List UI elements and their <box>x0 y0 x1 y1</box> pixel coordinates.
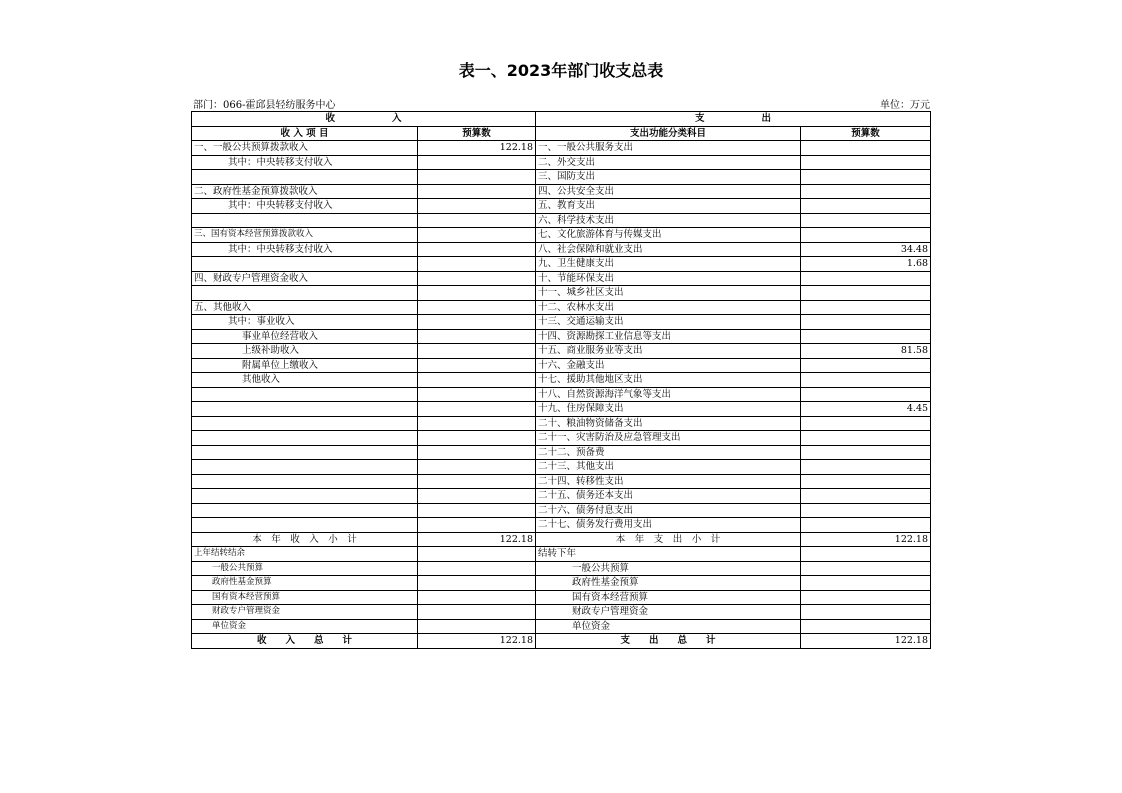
expense-item-cell: 十四、资源勘探工业信息等支出 <box>536 329 801 344</box>
income-value-cell <box>418 329 536 344</box>
income-value-cell <box>418 460 536 475</box>
expense-value-cell <box>801 431 931 446</box>
table-row <box>192 170 931 185</box>
expense-value-cell <box>801 518 931 533</box>
table-row <box>192 300 931 315</box>
income-value-cell <box>418 155 536 170</box>
income-item-cell <box>192 257 418 272</box>
income-budget-header: 预算数 <box>418 126 536 141</box>
expense-value-cell: 34.48 <box>801 242 931 257</box>
table-row <box>192 271 931 286</box>
expense-value-cell <box>801 329 931 344</box>
expense-value-cell <box>801 445 931 460</box>
income-item-cell: 其他收入 <box>192 373 418 388</box>
table-row <box>192 518 931 533</box>
expense-item-cell: 八、社会保障和就业支出 <box>536 242 801 257</box>
income-value-cell <box>418 373 536 388</box>
carry-expense-cell: 单位资金 <box>536 619 801 634</box>
income-item-cell <box>192 170 418 185</box>
table-row <box>192 199 931 214</box>
table-row <box>192 329 931 344</box>
carry-row <box>192 561 931 576</box>
expense-subtotal-value: 122.18 <box>801 532 931 547</box>
expense-item-cell: 二十、粮油物资储备支出 <box>536 416 801 431</box>
income-item-cell <box>192 431 418 446</box>
income-value-cell <box>418 242 536 257</box>
carry-expense-value <box>801 590 931 605</box>
income-item-cell: 三、国有资本经营预算拨款收入 <box>192 228 418 243</box>
carry-income-cell: 一般公共预算 <box>192 561 418 576</box>
expense-value-cell <box>801 503 931 518</box>
expense-value-cell <box>801 416 931 431</box>
expense-item-cell: 七、文化旅游体育与传媒支出 <box>536 228 801 243</box>
expense-item-cell: 二十四、转移性支出 <box>536 474 801 489</box>
income-item-cell <box>192 503 418 518</box>
carry-row <box>192 590 931 605</box>
expense-value-cell <box>801 228 931 243</box>
expense-value-cell <box>801 271 931 286</box>
carry-row <box>192 576 931 591</box>
income-item-cell <box>192 402 418 417</box>
income-item-cell <box>192 445 418 460</box>
expense-item-cell: 二十一、灾害防治及应急管理支出 <box>536 431 801 446</box>
expense-item-cell: 五、教育支出 <box>536 199 801 214</box>
table-row <box>192 257 931 272</box>
carry-income-cell: 上年结转结余 <box>192 547 418 562</box>
expense-item-cell: 三、国防支出 <box>536 170 801 185</box>
income-item-cell <box>192 387 418 402</box>
table-header-row <box>192 112 931 127</box>
table-row <box>192 286 931 301</box>
expense-item-cell: 二十二、预备费 <box>536 445 801 460</box>
table-row <box>192 460 931 475</box>
expense-value-cell <box>801 170 931 185</box>
income-item-cell: 其中：中央转移支付收入 <box>192 242 418 257</box>
income-subtotal-value: 122.18 <box>418 532 536 547</box>
expense-item-cell: 十八、自然资源海洋气象等支出 <box>536 387 801 402</box>
income-value-cell <box>418 474 536 489</box>
table-row <box>192 373 931 388</box>
carry-income-value <box>418 561 536 576</box>
table-row <box>192 445 931 460</box>
carry-income-cell: 单位资金 <box>192 619 418 634</box>
carry-income-value <box>418 576 536 591</box>
table-row <box>192 503 931 518</box>
income-value-cell <box>418 184 536 199</box>
income-item-header: 收 入 项 目 <box>192 126 418 141</box>
expense-value-cell <box>801 373 931 388</box>
income-subtotal-label: 本 年 收 入 小 计 <box>192 532 418 547</box>
expense-value-cell <box>801 300 931 315</box>
income-item-cell: 四、财政专户管理资金收入 <box>192 271 418 286</box>
expense-value-cell <box>801 489 931 504</box>
expense-value-cell <box>801 460 931 475</box>
table-row <box>192 344 931 359</box>
expense-value-cell <box>801 199 931 214</box>
expense-value-cell <box>801 474 931 489</box>
budget-table <box>191 111 931 649</box>
subtotal-row <box>192 532 931 547</box>
carry-income-value <box>418 619 536 634</box>
income-item-cell <box>192 416 418 431</box>
income-item-cell <box>192 286 418 301</box>
expense-value-cell <box>801 141 931 156</box>
expense-value-cell: 1.68 <box>801 257 931 272</box>
table-subheader-row <box>192 126 931 141</box>
table-row <box>192 155 931 170</box>
income-item-cell <box>192 489 418 504</box>
carry-expense-cell: 一般公共预算 <box>536 561 801 576</box>
carry-income-cell: 国有资本经营预算 <box>192 590 418 605</box>
carry-row <box>192 619 931 634</box>
income-value-cell <box>418 445 536 460</box>
expense-item-cell: 二十五、债务还本支出 <box>536 489 801 504</box>
expense-total-label: 支 出 总 计 <box>536 634 801 649</box>
table-row <box>192 184 931 199</box>
income-item-cell: 一、一般公共预算拨款收入 <box>192 141 418 156</box>
carry-income-cell: 财政专户管理资金 <box>192 605 418 620</box>
expense-value-cell <box>801 286 931 301</box>
expense-subtotal-label: 本 年 支 出 小 计 <box>536 532 801 547</box>
income-value-cell <box>418 358 536 373</box>
income-value-cell <box>418 271 536 286</box>
expense-header: 支 出 <box>536 112 931 127</box>
carry-income-cell: 政府性基金预算 <box>192 576 418 591</box>
expense-item-cell: 十六、金融支出 <box>536 358 801 373</box>
carry-expense-cell: 结转下年 <box>536 547 801 562</box>
income-value-cell <box>418 228 536 243</box>
carry-expense-cell: 国有资本经营预算 <box>536 590 801 605</box>
expense-item-cell: 十五、商业服务业等支出 <box>536 344 801 359</box>
income-item-cell: 其中：中央转移支付收入 <box>192 155 418 170</box>
income-item-cell: 上级补助收入 <box>192 344 418 359</box>
table-row <box>192 315 931 330</box>
income-total-value: 122.18 <box>418 634 536 649</box>
carry-expense-cell: 政府性基金预算 <box>536 576 801 591</box>
unit-label: 单位：万元 <box>880 100 930 111</box>
income-total-label: 收 入 总 计 <box>192 634 418 649</box>
income-item-cell <box>192 474 418 489</box>
table-row <box>192 242 931 257</box>
income-value-cell <box>418 300 536 315</box>
department-label: 部门：066-霍邱县轻纺服务中心 <box>193 100 336 111</box>
expense-value-cell <box>801 213 931 228</box>
expense-item-cell: 十二、农林水支出 <box>536 300 801 315</box>
carry-income-value <box>418 547 536 562</box>
expense-item-cell: 二十六、债务付息支出 <box>536 503 801 518</box>
income-value-cell <box>418 170 536 185</box>
expense-item-header: 支出功能分类科目 <box>536 126 801 141</box>
expense-item-cell: 十一、城乡社区支出 <box>536 286 801 301</box>
income-value-cell <box>418 518 536 533</box>
income-value-cell: 122.18 <box>418 141 536 156</box>
carry-expense-cell: 财政专户管理资金 <box>536 605 801 620</box>
table-row <box>192 416 931 431</box>
income-value-cell <box>418 416 536 431</box>
income-header: 收 入 <box>192 112 536 127</box>
income-value-cell <box>418 431 536 446</box>
income-value-cell <box>418 213 536 228</box>
expense-item-cell: 十七、援助其他地区支出 <box>536 373 801 388</box>
expense-value-cell <box>801 184 931 199</box>
income-item-cell: 附属单位上缴收入 <box>192 358 418 373</box>
income-item-cell <box>192 213 418 228</box>
income-item-cell: 五、其他收入 <box>192 300 418 315</box>
expense-item-cell: 十九、住房保障支出 <box>536 402 801 417</box>
carry-row <box>192 605 931 620</box>
income-item-cell: 事业单位经营收入 <box>192 329 418 344</box>
income-value-cell <box>418 344 536 359</box>
table-row <box>192 141 931 156</box>
expense-item-cell: 十三、交通运输支出 <box>536 315 801 330</box>
table-row <box>192 489 931 504</box>
carry-expense-value <box>801 605 931 620</box>
income-item-cell: 其中：事业收入 <box>192 315 418 330</box>
table-row <box>192 402 931 417</box>
total-row <box>192 634 931 649</box>
page-title: 表一、2023年部门收支总表 <box>458 61 664 80</box>
income-value-cell <box>418 489 536 504</box>
expense-total-value: 122.18 <box>801 634 931 649</box>
income-item-cell: 其中：中央转移支付收入 <box>192 199 418 214</box>
income-value-cell <box>418 315 536 330</box>
carry-expense-value <box>801 619 931 634</box>
table-row <box>192 474 931 489</box>
table-row <box>192 387 931 402</box>
expense-budget-header: 预算数 <box>801 126 931 141</box>
income-value-cell <box>418 257 536 272</box>
carry-expense-value <box>801 561 931 576</box>
income-value-cell <box>418 402 536 417</box>
expense-item-cell: 十、节能环保支出 <box>536 271 801 286</box>
carry-row <box>192 547 931 562</box>
expense-item-cell: 四、公共安全支出 <box>536 184 801 199</box>
carry-income-value <box>418 590 536 605</box>
income-value-cell <box>418 199 536 214</box>
table-row <box>192 228 931 243</box>
income-value-cell <box>418 286 536 301</box>
expense-item-cell: 二十三、其他支出 <box>536 460 801 475</box>
expense-item-cell: 二十七、债务发行费用支出 <box>536 518 801 533</box>
expense-value-cell <box>801 387 931 402</box>
income-value-cell <box>418 387 536 402</box>
table-row <box>192 358 931 373</box>
carry-expense-value <box>801 576 931 591</box>
expense-value-cell <box>801 358 931 373</box>
carry-income-value <box>418 605 536 620</box>
expense-value-cell <box>801 155 931 170</box>
income-item-cell <box>192 460 418 475</box>
expense-value-cell: 4.45 <box>801 402 931 417</box>
expense-item-cell: 一、一般公共服务支出 <box>536 141 801 156</box>
income-item-cell <box>192 518 418 533</box>
carry-expense-value <box>801 547 931 562</box>
income-item-cell: 二、政府性基金预算拨款收入 <box>192 184 418 199</box>
table-row <box>192 431 931 446</box>
income-value-cell <box>418 503 536 518</box>
expense-value-cell: 81.58 <box>801 344 931 359</box>
expense-item-cell: 二、外交支出 <box>536 155 801 170</box>
expense-item-cell: 六、科学技术支出 <box>536 213 801 228</box>
expense-item-cell: 九、卫生健康支出 <box>536 257 801 272</box>
table-row <box>192 213 931 228</box>
expense-value-cell <box>801 315 931 330</box>
